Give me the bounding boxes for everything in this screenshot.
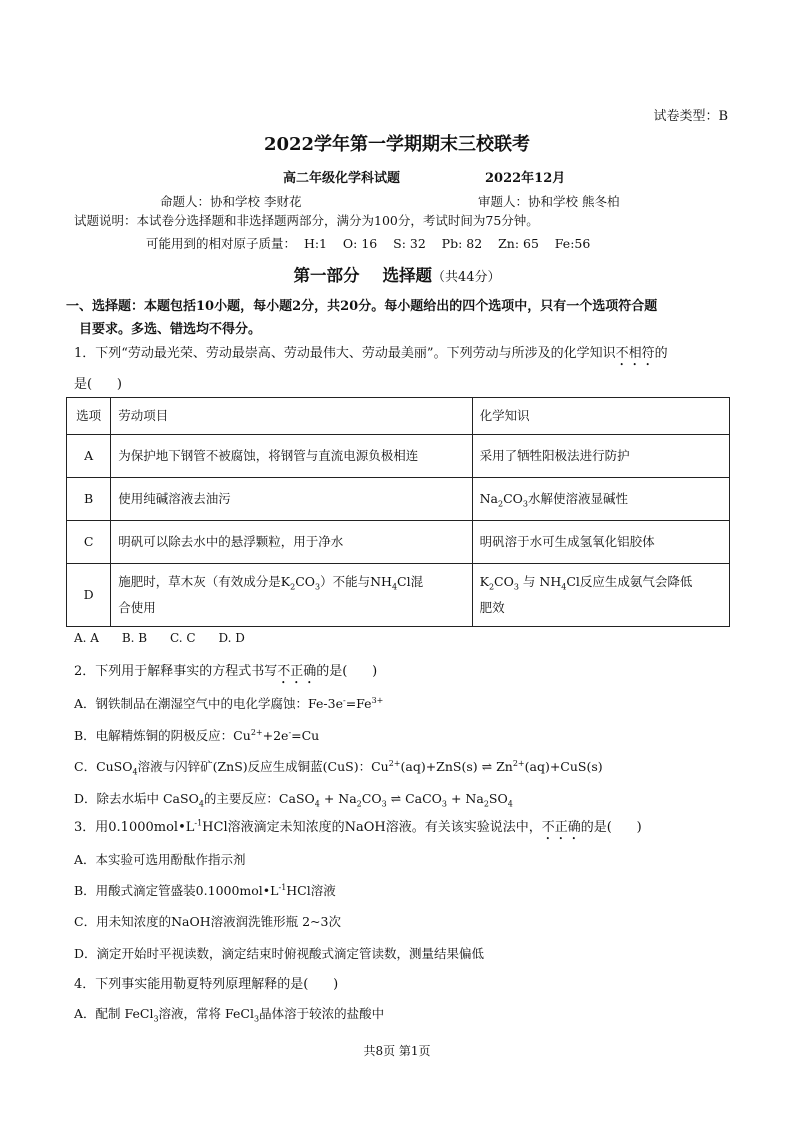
q3-option-a: A．本实验可选用酚酞作指示剂 (74, 852, 246, 867)
exam-date: 2022年12月 (485, 171, 566, 186)
table-row (67, 478, 730, 521)
q1-stem-line-2: 是( ) (74, 377, 122, 392)
q1-table (66, 397, 730, 627)
instructions-line-1: 试题说明：本试卷分选择题和非选择题两部分，满分为100分，考试时间为75分钟。 (74, 213, 539, 228)
reviewer-line: 审题人：协和学校 熊冬柏 (478, 194, 620, 209)
section1-line-2: 目要求。多选、错选均不得分。 (79, 322, 262, 337)
table-header-option: 选项 (67, 398, 111, 435)
q2-stem-emphasis: 不正确 (277, 664, 317, 679)
part1-score: （共44分） (431, 270, 501, 285)
q3-option-c: C．用未知浓度的NaOH溶液润洗锥形瓶 2~3次 (74, 914, 341, 929)
table-cell-chemistry: 明矾溶于水可生成氢氧化铝胶体 (472, 521, 729, 564)
table-cell-option: B (67, 478, 111, 521)
part1-title: 第一部分 选择题 (293, 266, 432, 285)
q1-stem-emphasis: 不相符 (615, 346, 655, 361)
table-cell-option: C (67, 521, 111, 564)
table-cell-labor: 使用纯碱溶液去油污 (111, 478, 472, 521)
table-cell-labor: 明矾可以除去水中的悬浮颗粒，用于净水 (111, 521, 472, 564)
q2-stem: 2．下列用于解释事实的方程式书写不正确的是( ) (74, 664, 378, 679)
q3-option-d: D．滴定开始时平视读数，滴定结束时俯视酸式滴定管读数，测量结果偏低 (74, 946, 485, 961)
q4-stem: 4．下列事实能用勒夏特列原理解释的是( ) (74, 977, 339, 992)
paper-type: 试卷类型：B (653, 109, 728, 124)
table-cell-chemistry: $Na_2CO_3$水解使溶液显碱性 (472, 478, 729, 521)
table-cell-chemistry: $K_2CO_3$ 与 $NH_4Cl$反应生成氨气会降低 肥效 (472, 564, 729, 627)
part1-heading (0, 262, 794, 286)
page-footer: 共8页 第1页 (363, 1044, 431, 1058)
section1-line-1: 一、选择题：本题包括10小题，每小题2分，共20分。每小题给出的四个选项中，只有一个选项符合题 (66, 299, 658, 314)
table-row (67, 564, 730, 627)
q2-option-b: B．电解精炼铜的阴极反应：$Cu^{2+}+2e^-=Cu$ (74, 727, 320, 743)
q1-stem (74, 342, 668, 369)
q1-stem-text: 1．下列“劳动最光荣、劳动最崇高、劳动最伟大、劳动最美丽”。下列劳动与所涉及的化学知识 (74, 346, 616, 361)
table-header-labor: 劳动项目 (111, 398, 472, 435)
q3-stem-emphasis: 不正确 (541, 820, 581, 835)
q3-option-b: B．用酸式滴定管盛装$0.1000mol•L^{-1}HCl$溶液 (74, 882, 336, 898)
page-title: 2022学年第一学期期末三校联考 (263, 134, 531, 155)
subtitle: 高二年级化学科试题 (283, 171, 401, 186)
table-cell-option: A (67, 435, 111, 478)
q2-option-c: C．CuSO$_4$溶液与闪锌矿(ZnS)反应生成铜蓝(CuS)：$Cu^{2+}(aq)+ZnS(s)$ ⇌ $Zn^{2+}(aq)+CuS(s)$ (74, 758, 603, 777)
table-header-chemistry: 化学知识 (472, 398, 729, 435)
q1-stem-end: 的 (654, 346, 668, 361)
table-cell-chemistry: 采用了牺牲阳极法进行防护 (472, 435, 729, 478)
q3-stem: 3．用$0.1000mol•L^{-1}HCl$溶液滴定未知浓度的NaOH溶液。有关该实验说法中，不正确的是( ) (74, 818, 642, 835)
table-header-row (67, 398, 730, 435)
table-cell-option: D (67, 564, 111, 627)
author-line: 命题人：协和学校 李财花 (160, 194, 302, 209)
atomic-masses: 可能用到的相对原子质量： H:1 O: 16 S: 32 Pb: 82 Zn: 65 Fe:56 (146, 236, 591, 251)
q1-options: A. A B. B C. C D. D (74, 631, 245, 645)
table-cell-labor: 施肥时，草木灰（有效成分是$K_2CO_3$）不能与$NH_4Cl$混 合使用 (111, 564, 472, 627)
q2-option-d: D．除去水垢中 CaSO$_4$的主要反应：CaSO$_4$ + $Na_2CO_3$ ⇌ CaCO$_3$ + $Na_2SO_4$ (74, 791, 513, 809)
table-row (67, 521, 730, 564)
q4-option-a: A．配制 FeCl$_3$溶液，常将 FeCl$_3$晶体溶于较浓的盐酸中 (74, 1006, 385, 1024)
q2-option-a: A．钢铁制品在潮湿空气中的电化学腐蚀：$Fe-3e^-=Fe^{3+}$ (74, 695, 384, 711)
table-cell-labor: 为保护地下钢管不被腐蚀，将钢管与直流电源负极相连 (111, 435, 472, 478)
table-row (67, 435, 730, 478)
